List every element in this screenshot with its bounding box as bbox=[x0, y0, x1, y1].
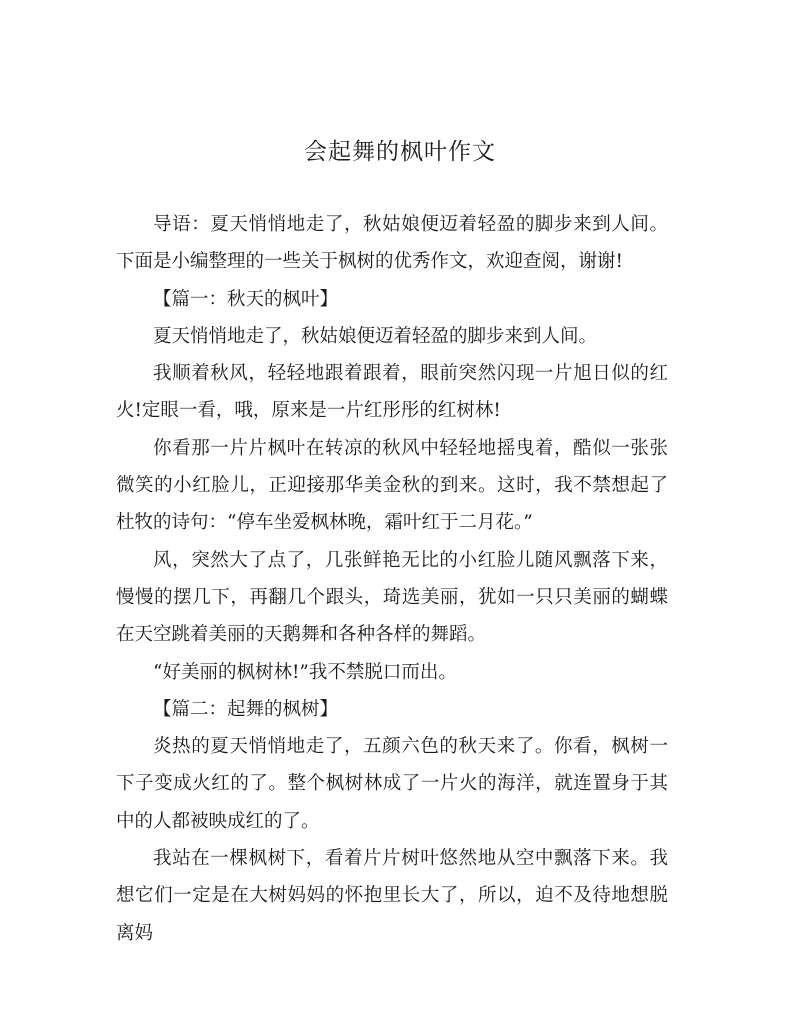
paragraph: “好美丽的枫树林!”我不禁脱口而出。 bbox=[153, 661, 457, 683]
section-heading-1: 【篇一：秋天的枫叶】 bbox=[153, 288, 339, 310]
paragraph: 夏天悄悄地走了，秋姑娘便迈着轻盈的脚步来到人间。 bbox=[153, 325, 598, 347]
paragraph: 我顺着秋风，轻轻地跟着跟着，眼前突然闪现一片旭日似的红火!定眼一看，哦，原来是一片红彤彤的红树林! bbox=[116, 363, 668, 422]
paragraph: 炎热的夏天悄悄地走了，五颜六色的秋天来了。你看，枫树一下子变成火红的了。整个枫树林成了一片火的海洋，就连置身于其中的人都被映成红的了。 bbox=[116, 736, 668, 832]
page-title: 会起舞的枫叶作文 bbox=[304, 139, 496, 165]
paragraph-intro: 导语：夏天悄悄地走了，秋姑娘便迈着轻盈的脚步来到人间。下面是小编整理的一些关于枫树的优秀作文，欢迎查阅，谢谢! bbox=[116, 214, 668, 273]
paragraph: 风，突然大了点了，几张鲜艳无比的小红脸儿随风飘落下来，慢慢的摆几下，再翻几个跟头，琦选美丽，犹如一只只美丽的蝴蝶在天空跳着美丽的天鹅舞和各种各样的舞蹈。 bbox=[116, 549, 668, 646]
section-heading-2: 【篇二：起舞的枫树】 bbox=[153, 698, 339, 720]
paragraph: 我站在一棵枫树下，看着片片树叶悠然地从空中飘落下来。我想它们一定是在大树妈妈的怀抱里长大了，所以，迫不及待地想脱离妈 bbox=[116, 848, 668, 944]
paragraph: 你看那一片片枫叶在转凉的秋风中轻轻地摇曳着，酷似一张张微笑的小红脸儿，正迎接那华美金秋的到来。这时，我不禁想起了杜牧的诗句：“停车坐爱枫林晚，霜叶红于二月花。” bbox=[116, 437, 668, 534]
document-body bbox=[116, 206, 668, 952]
